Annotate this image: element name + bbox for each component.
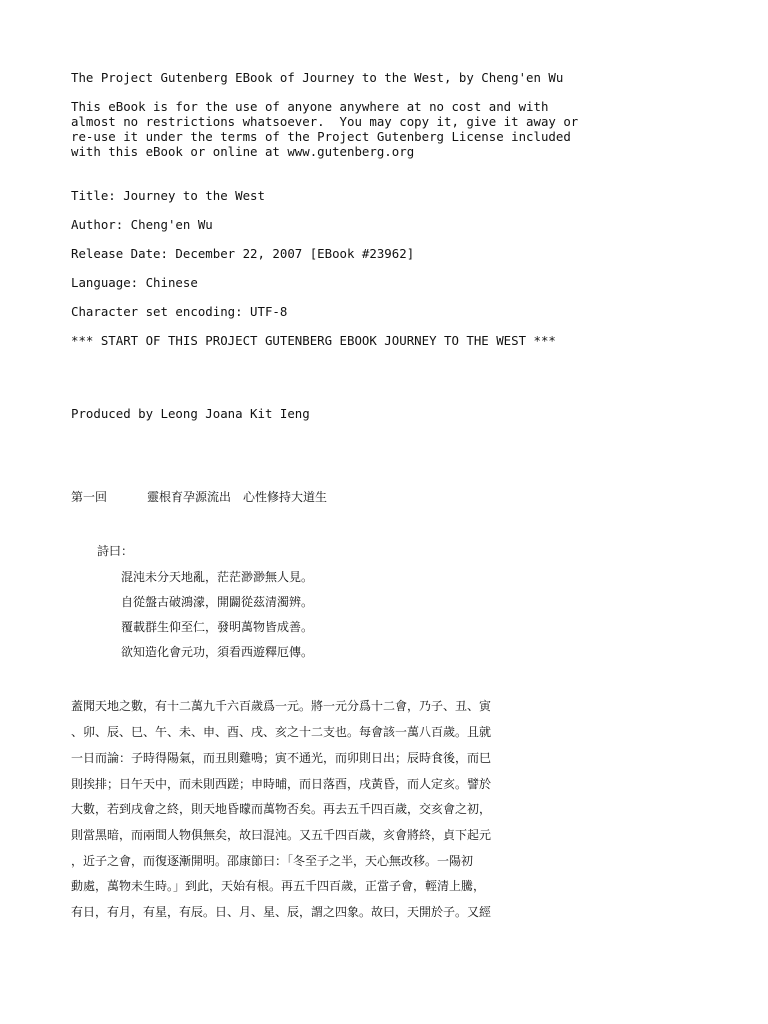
prose-line: 、卯、辰、巳、午、未、申、酉、戌、亥之十二支也。每會該一萬八百歲。且就 xyxy=(71,725,492,739)
ebook-title-line: The Project Gutenberg EBook of Journey to the West, by Cheng'en Wu xyxy=(71,70,564,85)
license-line: re-use it under the terms of the Project Gutenberg License included xyxy=(71,129,571,144)
poem-intro: 詩曰： xyxy=(97,544,134,558)
license-line: with this eBook or online at www.gutenberg.org xyxy=(71,144,415,159)
poem-line: 自從盤古破鴻濛，開闢從茲清濁辨。 xyxy=(121,595,314,609)
poem-line: 混沌未分天地亂，茫茫渺渺無人見。 xyxy=(121,570,314,584)
title-field: Title: Journey to the West xyxy=(71,188,265,203)
encoding-field: Character set encoding: UTF-8 xyxy=(71,304,288,319)
prose-line: 動處，萬物未生時。」到此，天始有根。再五千四百歲，正當子會，輕清上騰， xyxy=(71,879,486,893)
prose-line: 有日，有月，有星，有辰。日、月、星、辰，謂之四象。故曰，天開於子。又經 xyxy=(71,905,492,919)
chapter-number: 第一回 xyxy=(71,490,108,504)
prose-line: 則挨排；日午天中，而未則西蹉；申時晡，而日落酉，戌黃昏，而人定亥。譬於 xyxy=(71,777,492,791)
poem-line: 欲知造化會元功，須看西遊釋厄傳。 xyxy=(121,645,314,659)
start-marker: *** START OF THIS PROJECT GUTENBERG EBOOK JOURNEY TO THE WEST *** xyxy=(71,333,556,348)
poem-line: 覆載群生仰至仁，發明萬物皆成善。 xyxy=(121,620,314,634)
license-line: almost no restrictions whatsoever. You may copy it, give it away or xyxy=(71,114,579,129)
prose-line: 蓋聞天地之數，有十二萬九千六百歲爲一元。將一元分爲十二會，乃子、丑、寅 xyxy=(71,699,492,713)
license-line: This eBook is for the use of anyone anywhere at no cost and with xyxy=(71,99,549,114)
prose-line: 則當黑暗，而兩間人物俱無矣，故曰混沌。又五千四百歲，亥會將終，貞下起元 xyxy=(71,828,492,842)
language-field: Language: Chinese xyxy=(71,275,198,290)
chapter-title: 靈根育孕源流出 心性修持大道生 xyxy=(147,490,328,504)
prose-line: ，近子之會，而復逐漸開明。邵康節曰：「冬至子之半，天心無改移。一陽初 xyxy=(71,854,474,868)
prose-line: 大數，若到戌會之終，則天地昏曚而萬物否矣。再去五千四百歲，交亥會之初， xyxy=(71,802,492,816)
produced-by: Produced by Leong Joana Kit Ieng xyxy=(71,406,310,421)
license-paragraph xyxy=(71,99,578,159)
author-field: Author: Cheng'en Wu xyxy=(71,217,213,232)
release-date-field: Release Date: December 22, 2007 [EBook #23962] xyxy=(71,246,415,261)
prose-line: 一日而論：子時得陽氣，而丑則雞鳴；寅不通光，而卯則日出；辰時食後，而巳 xyxy=(71,751,492,765)
